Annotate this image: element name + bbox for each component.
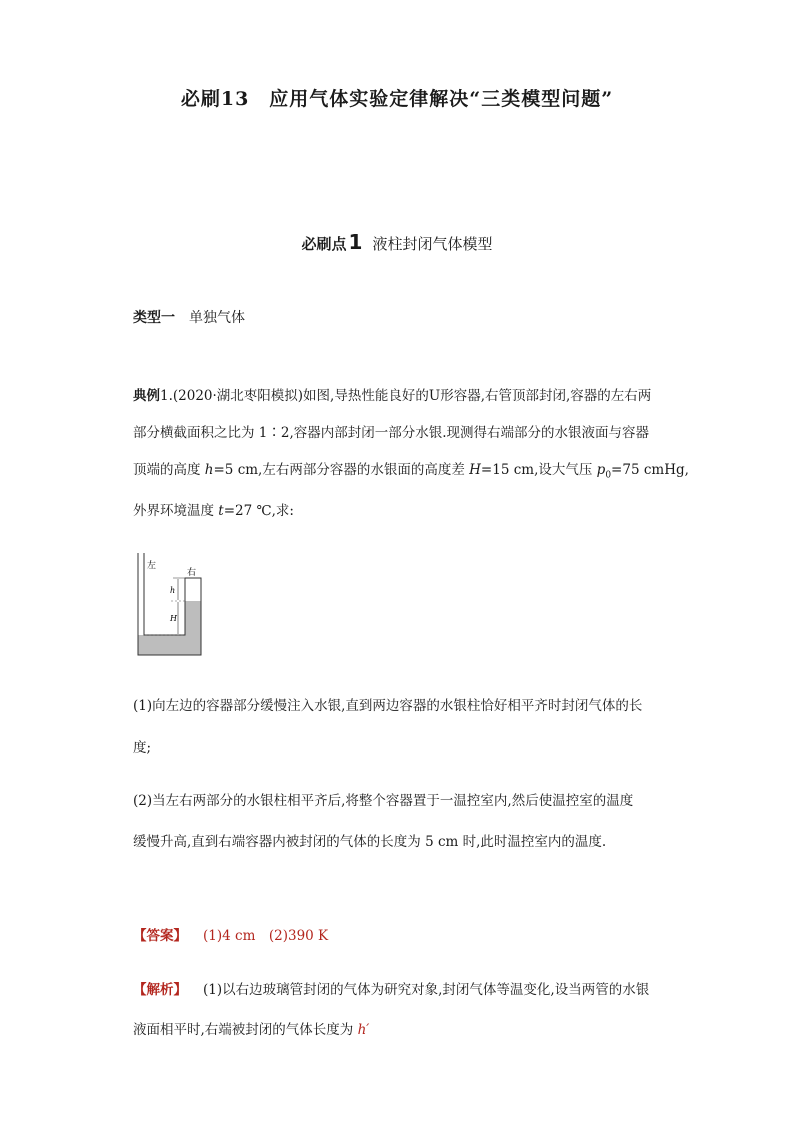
example-line-2: 部分横截面积之比为 1∶2,容器内部封闭一部分水银.现测得右端部分的水银液面与容器 <box>133 425 650 441</box>
example-line-3: 顶端的高度 h=5 cm,左右两部分容器的水银面的高度差 H=15 cm,设大气压 $p_0=75$ cmHg, <box>133 462 689 481</box>
section-name: 液柱封闭气体模型 <box>372 235 493 253</box>
question-2-line-1: (2)当左右两部分的水银柱相平齐后,将整个容器置于一温控室内,然后使温控室的温度 <box>133 793 634 809</box>
example-line-1: 典例1.(2020·湖北枣阳模拟)如图,导热性能良好的U形容器,右管顶部封闭,容器的左右两 <box>133 388 652 404</box>
analysis-label: 【解析】 <box>133 982 187 998</box>
section-heading <box>0 230 794 254</box>
h-label: h <box>170 586 176 595</box>
mercury-bottom <box>138 635 201 655</box>
u-tube-diagram <box>133 548 213 658</box>
right-label: 右 <box>187 568 197 578</box>
answer-line <box>133 924 328 944</box>
example-label: 典例 <box>133 388 160 404</box>
answer-text: (1)4 cm (2)390 K <box>203 928 329 944</box>
mercury-right-column <box>185 601 201 635</box>
analysis-line-1: 【解析】 (1)以右边玻璃管封闭的气体为研究对象,封闭气体等温变化,设当两管的水银 <box>133 982 650 998</box>
section-number: 1 <box>348 230 363 254</box>
example-line-4: 外界环境温度 t=27 ℃,求: <box>133 503 294 519</box>
answer-label: 【答案】 <box>133 928 187 944</box>
H-label: H <box>170 614 177 623</box>
question-1-line-2: 度; <box>133 740 152 756</box>
type-label: 类型一 <box>133 310 175 326</box>
question-2-line-2: 缓慢升高,直到右端容器内被封闭的气体的长度为 5 cm 时,此时温控室内的温度. <box>133 834 607 850</box>
left-label: 左 <box>147 561 157 571</box>
type-name: 单独气体 <box>189 310 245 326</box>
analysis-line-2: 液面相平时,右端被封闭的气体长度为 h′ <box>133 1022 370 1038</box>
page-title: 必刷13 应用气体实验定律解决“三类模型问题” <box>180 88 614 110</box>
question-1-line-1: (1)向左边的容器部分缓慢注入水银,直到两边容器的水银柱恰好相平齐时封闭气体的长 <box>133 698 643 714</box>
type-heading <box>133 307 245 327</box>
section-label: 必刷点 <box>301 235 347 253</box>
